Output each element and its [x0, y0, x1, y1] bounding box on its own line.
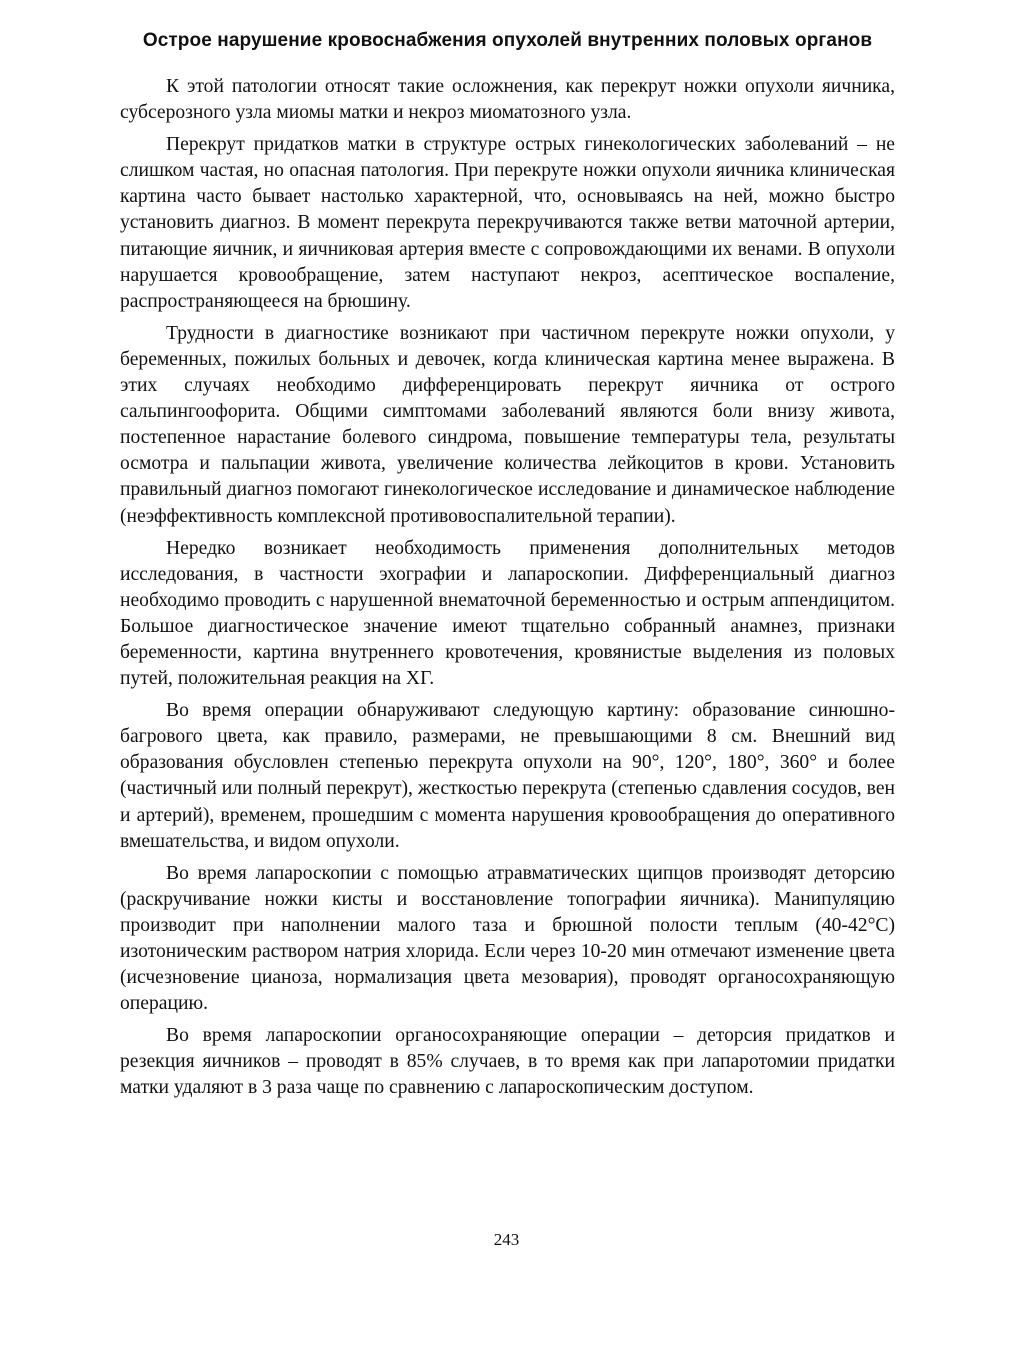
- paragraph-torsion: Перекрут придатков матки в структуре острых гинекологических заболеваний – не слишком частая, но опасная патология. При перекруте ножки опухоли яичника клиническая картина часто бывает настолько характерной, что, основываясь на ней, можно быстро установить диагноз. В момент перекрута перекручиваются также ветви маточной артерии, питающие яичник, и яичниковая артерия вместе с сопровождающими их венами. В опухоли нарушается кровообращение, затем наступают некроз, асептическое воспаление, распространяющееся на брюшину.: [120, 134, 895, 312]
- paragraph-organ-preserving: Во время лапароскопии органосохраняющие операции – деторсия придатков и резекция яичников – проводят в 85% случаев, в то время как при лапаротомии придатки матки удаляют в 3 раза чаще по сравнению с лапароскопическим доступом.: [120, 1025, 895, 1099]
- paragraph-diagnostic-difficulties: Трудности в диагностике возникают при частичном перекруте ножки опухоли, у беременных, пожилых больных и девочек, когда клиническая картина менее выражена. В этих случаях необходимо дифференцировать перекрут яичника от острого сальпингоофорита. Общими симптомами заболеваний являются боли внизу живота, постепенное нарастание болевого синдрома, повышение температуры тела, результаты осмотра и пальпации живота, увеличение количества лейкоцитов в крови. Установить правильный диагноз помогают гинекологическое исследование и динамическое наблюдение (неэффективность комплексной противовоспалительной терапии).: [120, 322, 895, 527]
- paragraph-additional-methods: Нередко возникает необходимость применения дополнительных методов исследования, в частности эхографии и лапароскопии. Дифференциальный диагноз необходимо проводить с нарушенной внематочной беременностью и острым аппендицитом. Большое диагностическое значение имеют тщательно собранный анамнез, признаки беременности, картина внутреннего кровотечения, кровянистые выделения из половых путей, положительная реакция на ХГ.: [120, 537, 895, 690]
- paragraph-operation-findings: Во время операции обнаруживают следующую картину: образование синюшно-багрового цвета, как правило, размерами, не превышающими 8 см. Внешний вид образования обусловлен степенью перекрута опухоли на 90°, 120°, 180°, 360° и более (частичный или полный перекрут), жесткостью перекрута (степенью сдавления сосудов, вен и артерий), временем, прошедшим с момента нарушения кровообращения до оперативного вмешательства, и видом опухоли.: [120, 700, 895, 852]
- paragraph-intro: К этой патологии относят такие осложнения, как перекрут ножки опухоли яичника, субсерозного узла миомы матки и некроз миоматозного узла.: [120, 76, 895, 124]
- paragraph-laparoscopy-detorsion: Во время лапароскопии с помощью атравматических щипцов производят деторсию (раскручивание ножки кисты и восстановление топографии яичника). Манипуляцию производит при наполнении малого таза и брюшной полости теплым (40-42°С) изотоническим раствором натрия хлорида. Если через 10-20 мин отмечают изменение цвета (исчезновение цианоза, нормализация цвета мезовария), проводят органосохраняющую операцию.: [120, 862, 895, 1015]
- page-number: 243: [493, 1230, 520, 1249]
- section-title: Острое нарушение кровоснабжения опухолей внутренних половых органов: [142, 30, 873, 51]
- body-text: [120, 74, 895, 1102]
